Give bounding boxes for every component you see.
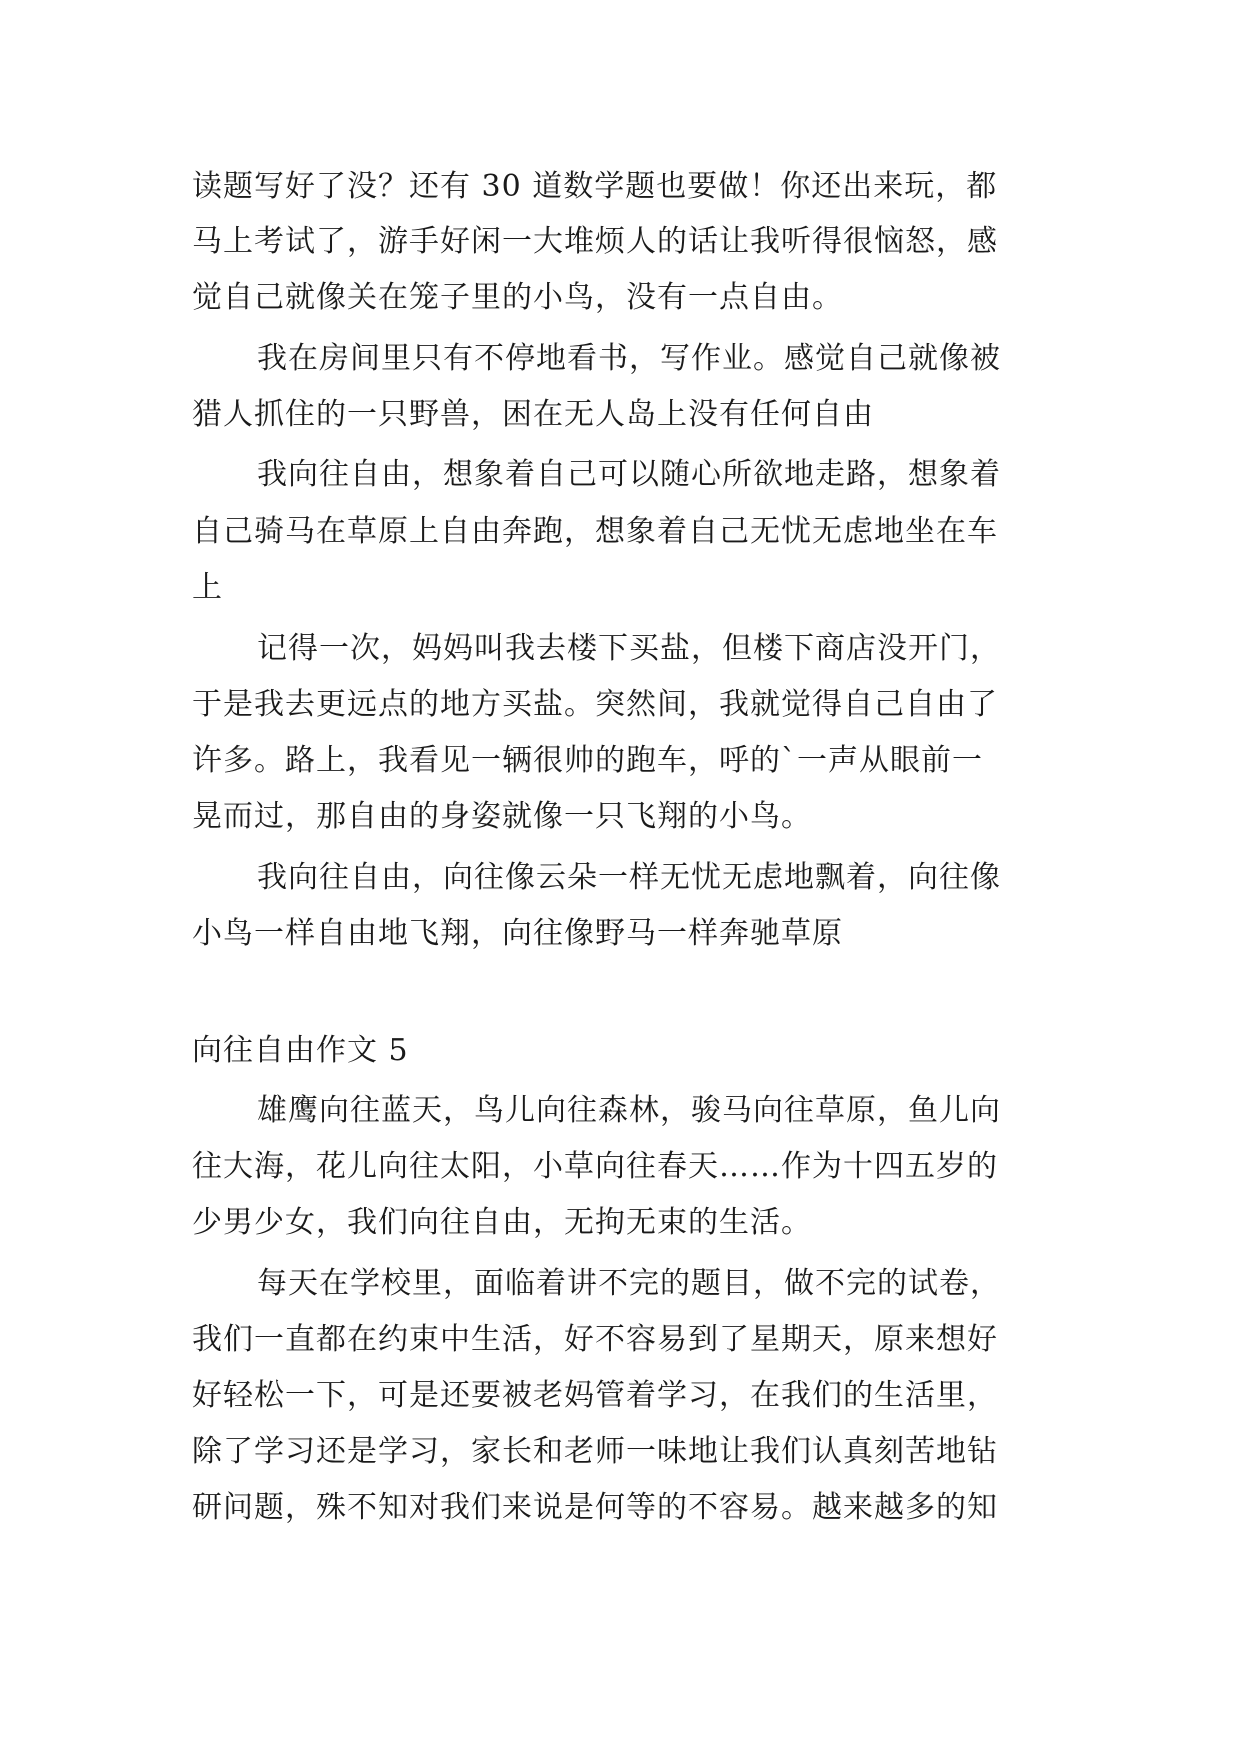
text-line: 猎人抓住的一只野兽，困在无人岛上没有任何自由 xyxy=(192,397,874,432)
text-line: 往大海，花儿向往太阳，小草向往春天……作为十四五岁的 xyxy=(192,1149,998,1184)
paragraph-first-line: 我向往自由，想象着自己可以随心所欲地走路，想象着 xyxy=(257,457,1001,492)
text-line: 觉自己就像关在笼子里的小鸟，没有一点自由。 xyxy=(192,280,843,315)
text-line: 好轻松一下，可是还要被老妈管着学习，在我们的生活里， xyxy=(192,1378,998,1413)
text-line: 少男少女，我们向往自由，无拘无束的生活。 xyxy=(192,1205,812,1240)
text-line: 读题写好了没？还有 30 道数学题也要做！你还出来玩，都 xyxy=(192,169,998,204)
text-line: 于是我去更远点的地方买盐。突然间，我就觉得自己自由了 xyxy=(192,687,998,722)
text-line: 小鸟一样自由地飞翔，向往像野马一样奔驰草原 xyxy=(192,916,843,951)
text-line: 马上考试了，游手好闲一大堆烦人的话让我听得很恼怒，感 xyxy=(192,224,998,259)
text-line: 除了学习还是学习，家长和老师一味地让我们认真刻苦地钻 xyxy=(192,1434,998,1469)
section-heading: 向往自由作文 5 xyxy=(192,1033,409,1068)
paragraph-first-line: 我向往自由，向往像云朵一样无忧无虑地飘着，向往像 xyxy=(257,860,1001,895)
paragraph-first-line: 记得一次，妈妈叫我去楼下买盐，但楼下商店没开门， xyxy=(257,631,1001,666)
paragraph-first-line: 我在房间里只有不停地看书，写作业。感觉自己就像被 xyxy=(257,341,1001,376)
paragraph-first-line: 每天在学校里，面临着讲不完的题目，做不完的试卷， xyxy=(257,1266,1001,1301)
paragraph-first-line: 雄鹰向往蓝天，鸟儿向往森林，骏马向往草原，鱼儿向 xyxy=(257,1093,1001,1128)
text-line: 自己骑马在草原上自由奔跑，想象着自己无忧无虑地坐在车 xyxy=(192,514,998,549)
text-line: 许多。路上，我看见一辆很帅的跑车，呼的`一声从眼前一 xyxy=(192,743,983,778)
text-line: 上 xyxy=(192,570,223,605)
text-line: 晃而过，那自由的身姿就像一只飞翔的小鸟。 xyxy=(192,799,812,834)
text-line: 我们一直都在约束中生活，好不容易到了星期天，原来想好 xyxy=(192,1322,998,1357)
text-line: 研问题，殊不知对我们来说是何等的不容易。越来越多的知 xyxy=(192,1490,998,1525)
